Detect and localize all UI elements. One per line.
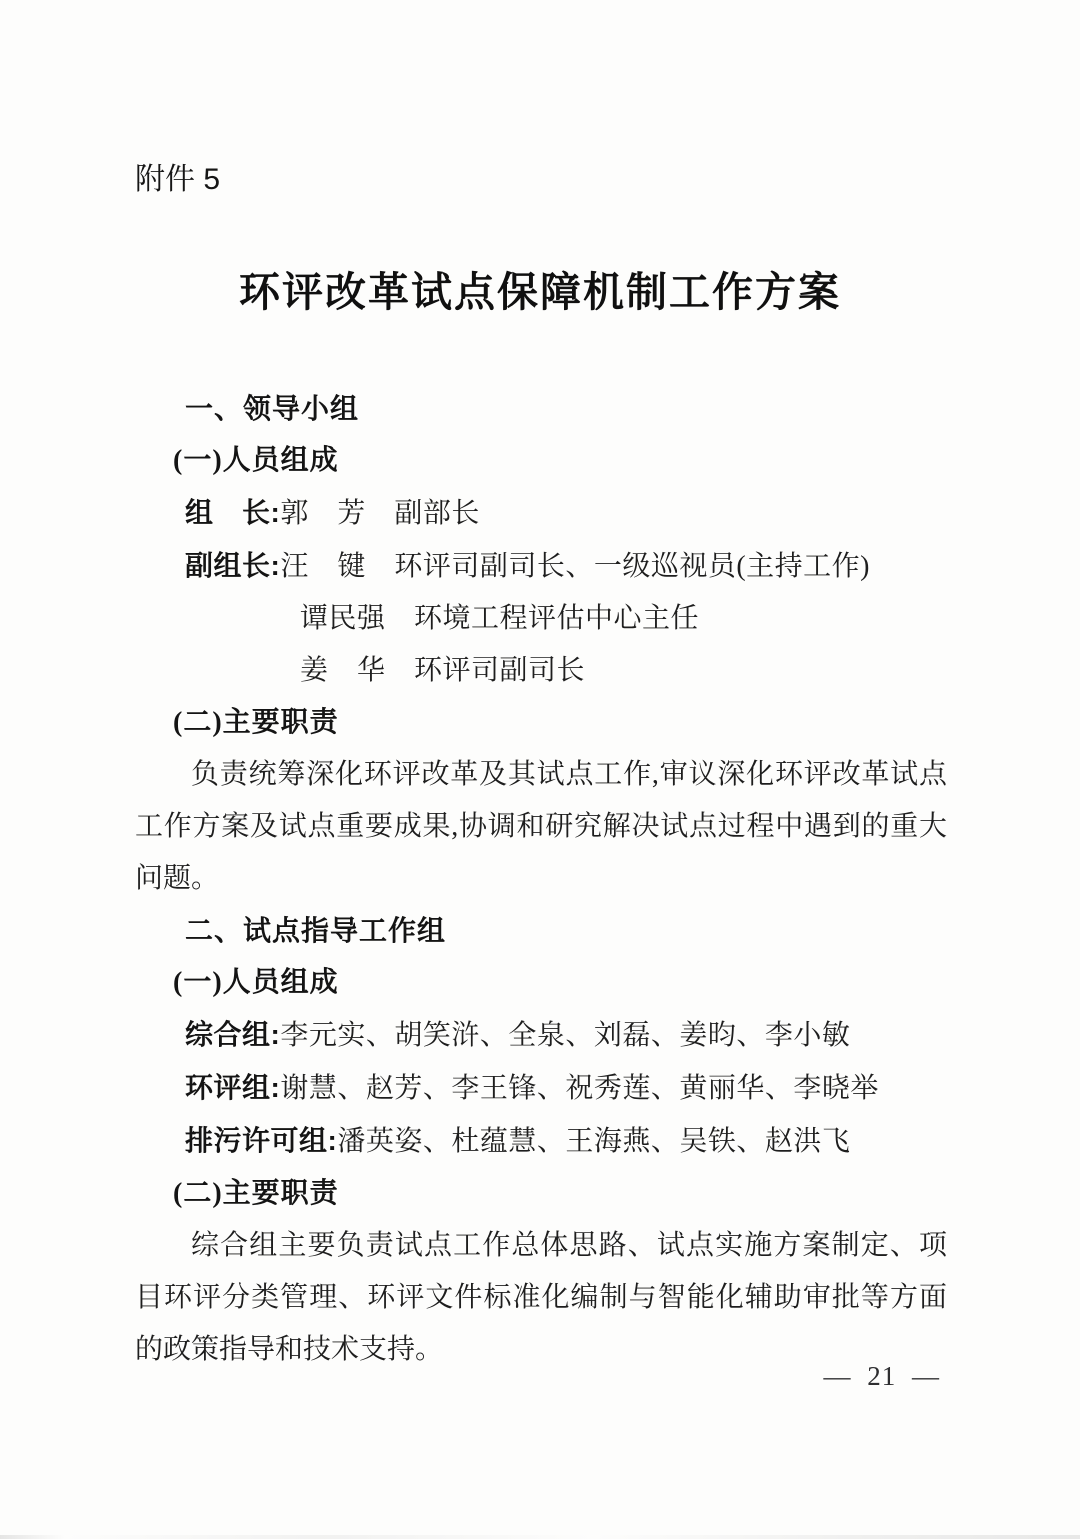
role-line-leader [135,487,947,540]
group-line-comprehensive [135,1009,947,1062]
paragraph-line: 问题。 [135,863,220,894]
paragraph-line: 目环评分类管理、环评文件标准化编制与智能化辅助审批等方面 [135,1282,947,1313]
group-line-eia [135,1062,947,1115]
paragraph-line: 的政策指导和技术支持。 [135,1334,444,1365]
role-line-deputy-member-3 [135,645,947,697]
role-value-deputy-member-2: 谭民强 环境工程评估中心主任 [300,603,700,634]
role-line-deputy-leader [135,540,947,593]
role-value-deputy-member-3: 姜 华 环评司副司长 [300,655,586,686]
group-line-pollutant-permit [135,1115,947,1168]
group-label-comprehensive: 综合组: [185,1019,281,1050]
group-value-pollutant-permit: 潘英姿、杜蕴慧、王海燕、吴铁、赵洪飞 [337,1126,851,1157]
group-label-eia: 环评组: [185,1072,281,1103]
page-number: — 21 — [823,1361,940,1391]
role-line-deputy-member-2 [135,593,947,645]
document-body [135,383,947,1376]
group-label-pollutant-permit: 排污许可组: [185,1125,338,1156]
group-value-eia: 谢慧、赵芳、李王锋、祝秀莲、黄丽华、李晓举 [280,1073,879,1104]
document-title: 环评改革试点保障机制工作方案 [239,269,841,315]
section-2-heading: 二、试点指导工作组 [185,915,447,946]
paragraph-line: 负责统筹深化环评改革及其试点工作,审议深化环评改革试点 [191,759,947,790]
group-value-comprehensive: 李元实、胡笑浒、全泉、刘磊、姜昀、李小敏 [280,1020,851,1051]
section-2-subheading-duties: (二)主要职责 [173,1178,339,1209]
role-value-deputy-leader: 汪 键 环评司副司长、一级巡视员(主持工作) [280,551,870,582]
section-1-subheading-personnel: (一)人员组成 [173,445,339,476]
section-2-subheading-personnel: (一)人员组成 [173,967,339,998]
role-value-leader: 郭 芳 副部长 [280,498,480,529]
section-1-heading: 一、领导小组 [185,393,360,424]
role-label-leader: 组 长: [185,497,281,528]
section-1-duties-paragraph [135,749,947,905]
role-label-deputy-leader: 副组长: [185,550,281,581]
paragraph-line: 工作方案及试点重要成果,协调和研究解决试点过程中遇到的重大 [135,811,947,842]
section-1-subheading-duties: (二)主要职责 [173,707,339,738]
paragraph-line: 综合组主要负责试点工作总体思路、试点实施方案制定、项 [191,1230,947,1261]
attachment-label: 附件 5 [135,163,221,196]
section-2-duties-paragraph [135,1220,947,1376]
